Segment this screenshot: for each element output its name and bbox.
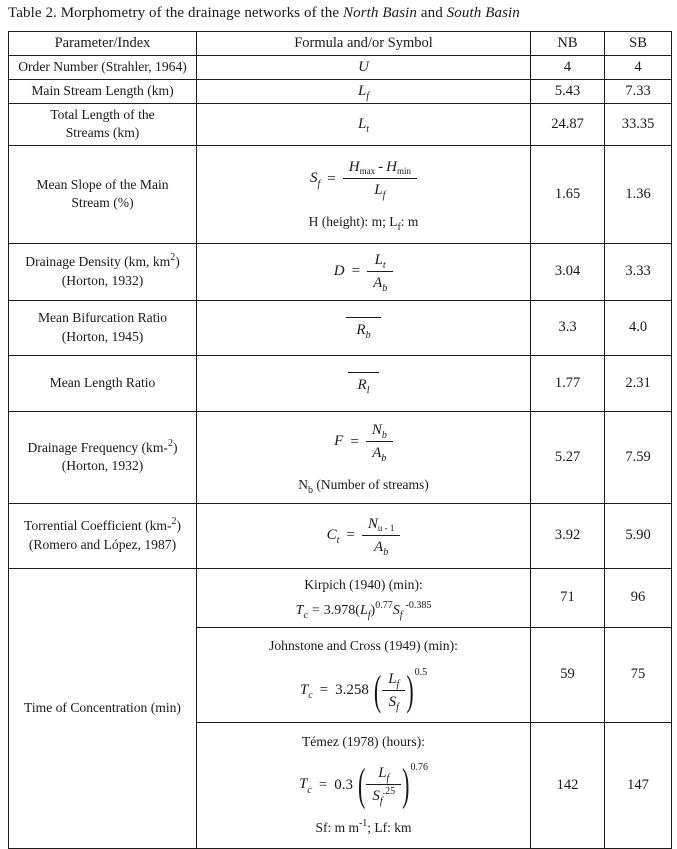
- symbol-Nb: N: [371, 422, 382, 439]
- symbol-subscript: min: [396, 166, 411, 177]
- symbol-subscript: c: [303, 609, 308, 621]
- close-paren: ): [402, 758, 410, 810]
- symbol-Tc: T: [295, 602, 304, 618]
- param-cell: [9, 411, 197, 503]
- symbol-subscript: t: [336, 535, 340, 547]
- formula-note: [201, 476, 526, 496]
- param-line-1: [13, 253, 192, 271]
- fraction: [366, 421, 393, 463]
- symbol-subscript: f: [382, 190, 386, 202]
- fraction-numerator: [366, 421, 393, 441]
- row-time-concentration-kirpich: [9, 568, 672, 627]
- nb-value-cell: 3.92: [531, 503, 605, 568]
- coefficient: 3.978(: [323, 602, 360, 618]
- note-text: : m: [400, 213, 419, 229]
- symbol-Lf: L: [378, 765, 387, 782]
- formula-heading: Johnstone and Cross (1949) (min):: [269, 637, 458, 653]
- param-cell: Main Stream Length (km): [9, 80, 197, 104]
- param-line-1: [13, 517, 192, 535]
- sb-value-cell: 3.33: [605, 243, 672, 300]
- param-line-2: (Horton, 1932): [61, 272, 144, 288]
- frequency-formula: [201, 421, 526, 463]
- col-header-formula: Formula and/or Symbol: [197, 32, 531, 56]
- row-length-ratio: [9, 355, 672, 411]
- param-text: Torrential Coefficient (km-: [23, 518, 172, 534]
- param-cell: [9, 300, 197, 355]
- caption-text: and: [417, 5, 447, 21]
- symbol-subscript: f: [379, 796, 383, 808]
- symbol-N: N: [367, 515, 378, 532]
- note-text: ; Lf: km: [367, 819, 412, 835]
- param-text: Drainage Frequency (km-: [27, 439, 168, 455]
- equals-sign: =: [346, 527, 355, 544]
- col-header-parameter: Parameter/Index: [9, 32, 197, 56]
- symbol-D: D: [333, 263, 345, 280]
- col-header-sb: SB: [605, 32, 672, 56]
- param-text: ): [176, 518, 182, 534]
- symbol-subscript: f: [396, 678, 400, 690]
- fraction-denominator: [368, 179, 391, 200]
- note-text: (Number of streams): [312, 476, 429, 492]
- formula-heading: Témez (1978) (hours):: [301, 734, 426, 750]
- symbol-subscript: max: [359, 166, 376, 177]
- symbol-Lt: L: [374, 251, 383, 268]
- temez-formula: [201, 758, 526, 810]
- param-cell: Mean Slope of the Main Stream (%): [9, 145, 197, 243]
- caption-italic-south-basin: South Basin: [446, 5, 520, 21]
- nb-value-cell: 1.77: [531, 355, 605, 411]
- symbol-subscript: b: [365, 329, 371, 341]
- denominator-exponent: .25: [382, 786, 396, 798]
- param-superscript: 2: [171, 516, 177, 528]
- symbol-Tc: T: [299, 776, 308, 793]
- fraction-numerator: [372, 764, 395, 784]
- formula-cell: [197, 104, 531, 146]
- exponent: -0.385: [405, 599, 432, 611]
- symbol-Sf: S: [310, 170, 318, 187]
- row-mean-slope: [9, 145, 672, 243]
- param-line-2: (Romero and López, 1987): [28, 536, 177, 552]
- symbol-subscript: f: [386, 773, 390, 785]
- sb-value-cell: 2.31: [605, 355, 672, 411]
- param-superscript: 2: [170, 252, 176, 264]
- nb-value-cell: 4: [531, 56, 605, 80]
- formula-cell: [197, 627, 531, 722]
- param-text: ): [172, 439, 178, 455]
- symbol-U: U: [358, 59, 369, 75]
- formula-cell: [197, 243, 531, 300]
- symbol-subscript: f: [366, 91, 370, 102]
- exponent: 0.5: [414, 667, 428, 679]
- table-caption: [8, 5, 677, 22]
- formula-cell: [197, 722, 531, 848]
- equals-sign: =: [351, 263, 361, 280]
- morphometry-table: [8, 31, 672, 849]
- note-text: N: [298, 476, 308, 492]
- torrential-formula: [201, 515, 526, 557]
- nb-value-cell: 3.04: [531, 243, 605, 300]
- sb-value-cell: 75: [605, 627, 672, 722]
- param-text: Drainage Density (km, km: [25, 254, 171, 270]
- note-text: H (height): m; L: [308, 213, 398, 229]
- symbol-subscript: b: [382, 282, 388, 294]
- symbol-subscript: f: [399, 609, 403, 621]
- symbol-H: H: [386, 159, 397, 176]
- symbol-subscript: u - 1: [377, 522, 395, 533]
- johnstone-formula: [201, 665, 526, 714]
- header-row: [9, 32, 672, 56]
- sb-value-cell: 96: [605, 568, 672, 627]
- nb-value-cell: 5.27: [531, 411, 605, 503]
- sb-value-cell: 1.36: [605, 145, 672, 243]
- row-torrential-coefficient: [9, 503, 672, 568]
- coefficient: 3.258: [335, 682, 369, 699]
- formula-cell: [197, 300, 531, 355]
- open-paren: (: [373, 665, 382, 714]
- fraction: [362, 515, 401, 557]
- note-subscript: b: [307, 484, 313, 496]
- fraction-denominator: [366, 785, 401, 806]
- note-subscript: f: [397, 221, 401, 233]
- fraction: [382, 670, 405, 712]
- symbol-subscript: b: [381, 430, 387, 442]
- formula-cell: [197, 568, 531, 627]
- sb-value-cell: 33.35: [605, 104, 672, 146]
- mean-overbar-symbol: [348, 372, 380, 397]
- symbol-subscript: c: [308, 690, 313, 702]
- fraction: [367, 251, 393, 293]
- sb-value-cell: 7.59: [605, 411, 672, 503]
- formula-cell: [197, 145, 531, 243]
- equals-sign: =: [318, 776, 328, 793]
- fraction-numerator: [362, 515, 401, 535]
- formula-note: [201, 213, 526, 233]
- fraction: [343, 158, 417, 200]
- formula-cell: [197, 355, 531, 411]
- symbol-Rl: R: [357, 377, 367, 394]
- sb-value-cell: 7.33: [605, 80, 672, 104]
- symbol-Lf: L: [374, 182, 383, 199]
- fraction-denominator: [383, 691, 405, 712]
- fraction-numerator: [369, 251, 392, 271]
- symbol-Sf: S: [372, 788, 380, 805]
- symbol-Lf: L: [388, 670, 397, 687]
- row-order-number: [9, 56, 672, 80]
- exponent: 0.77: [375, 599, 393, 611]
- formula-heading: Kirpich (1940) (min):: [304, 576, 423, 592]
- nb-value-cell: 24.87: [531, 104, 605, 146]
- mean-overbar-symbol: [346, 317, 380, 339]
- row-drainage-density: [9, 243, 672, 300]
- symbol-F: F: [334, 433, 344, 450]
- symbol-Tc: T: [299, 682, 309, 699]
- equals-sign: =: [350, 433, 359, 450]
- param-line-1: Mean Bifurcation Ratio: [37, 310, 168, 326]
- nb-value-cell: 3.3: [531, 300, 605, 355]
- fraction-denominator: [367, 272, 393, 293]
- symbol-Sf: S: [392, 602, 400, 618]
- symbol-H: H: [348, 159, 360, 176]
- sb-value-cell: 4: [605, 56, 672, 80]
- sb-value-cell: 4.0: [605, 300, 672, 355]
- symbol-subscript: c: [307, 784, 312, 796]
- symbol-Ab: A: [372, 445, 382, 462]
- close-paren: ): [406, 665, 414, 714]
- param-cell: Order Number (Strahler, 1964): [9, 56, 197, 80]
- note-superscript: -1: [358, 817, 368, 829]
- param-line-2: (Horton, 1945): [61, 328, 144, 344]
- equals-sign: =: [319, 682, 329, 699]
- param-line-2: (Horton, 1932): [61, 458, 144, 474]
- density-formula: [201, 251, 526, 293]
- nb-value-cell: 59: [531, 627, 605, 722]
- note-text: Sf: m m: [315, 819, 359, 835]
- symbol-subscript: b: [383, 546, 389, 558]
- symbol-Ct: C: [326, 527, 337, 544]
- sb-value-cell: 5.90: [605, 503, 672, 568]
- formula-cell: [197, 56, 531, 80]
- exponent: 0.76: [410, 761, 428, 773]
- symbol-subscript: f: [317, 178, 321, 190]
- equals-sign: =: [311, 602, 320, 618]
- caption-text: Table 2. Morphometry of the drainage networks of the: [8, 5, 343, 21]
- symbol-Ab: A: [373, 274, 383, 291]
- symbol-Lt: L: [357, 115, 367, 132]
- nb-value-cell: 5.43: [531, 80, 605, 104]
- symbol-subscript: t: [366, 123, 370, 135]
- fraction: [366, 764, 401, 806]
- sb-value-cell: 147: [605, 722, 672, 848]
- mean-slope-formula: [201, 158, 526, 200]
- nb-value-cell: 71: [531, 568, 605, 627]
- symbol-Lf: L: [357, 83, 367, 99]
- formula-cell: [197, 503, 531, 568]
- row-bifurcation-ratio: [9, 300, 672, 355]
- nb-value-cell: 142: [531, 722, 605, 848]
- fraction-numerator: [343, 158, 417, 178]
- symbol-Rb: R: [356, 321, 366, 338]
- symbol-Sf: S: [388, 693, 397, 710]
- symbol-subscript: f: [396, 701, 399, 713]
- symbol-subscript: b: [381, 453, 387, 465]
- fraction-numerator: [382, 670, 405, 690]
- param-cell: Total Length of the Streams (km): [9, 104, 197, 146]
- formula-note: [201, 817, 526, 836]
- col-header-nb: NB: [531, 32, 605, 56]
- formula-cell: [197, 80, 531, 104]
- param-superscript: 2: [167, 437, 173, 449]
- param-cell-time-of-concentration: Time of Concentration (min): [9, 568, 197, 848]
- row-drainage-frequency: [9, 411, 672, 503]
- symbol-Ab: A: [374, 538, 384, 555]
- param-line-1: [13, 439, 192, 457]
- param-cell: [9, 243, 197, 300]
- row-main-stream-length: [9, 80, 672, 104]
- param-text: ): [175, 254, 180, 270]
- caption-italic-north-basin: North Basin: [343, 5, 418, 21]
- formula-cell: [197, 411, 531, 503]
- row-total-length: [9, 104, 672, 146]
- param-cell: Mean Length Ratio: [9, 355, 197, 411]
- kirpich-formula: [201, 599, 526, 621]
- fraction-denominator: [366, 442, 392, 463]
- close-paren: ): [370, 602, 376, 618]
- symbol-subscript: f: [367, 609, 371, 621]
- symbol-Lf: L: [359, 602, 368, 618]
- equals-sign: =: [327, 170, 336, 187]
- symbol-subscript: t: [382, 259, 386, 271]
- open-paren: (: [358, 758, 366, 810]
- coefficient: 0.3: [334, 776, 354, 793]
- symbol-subscript: l: [366, 385, 370, 397]
- param-cell: [9, 503, 197, 568]
- minus-sign: -: [378, 159, 384, 176]
- fraction-denominator: [368, 536, 394, 557]
- nb-value-cell: 1.65: [531, 145, 605, 243]
